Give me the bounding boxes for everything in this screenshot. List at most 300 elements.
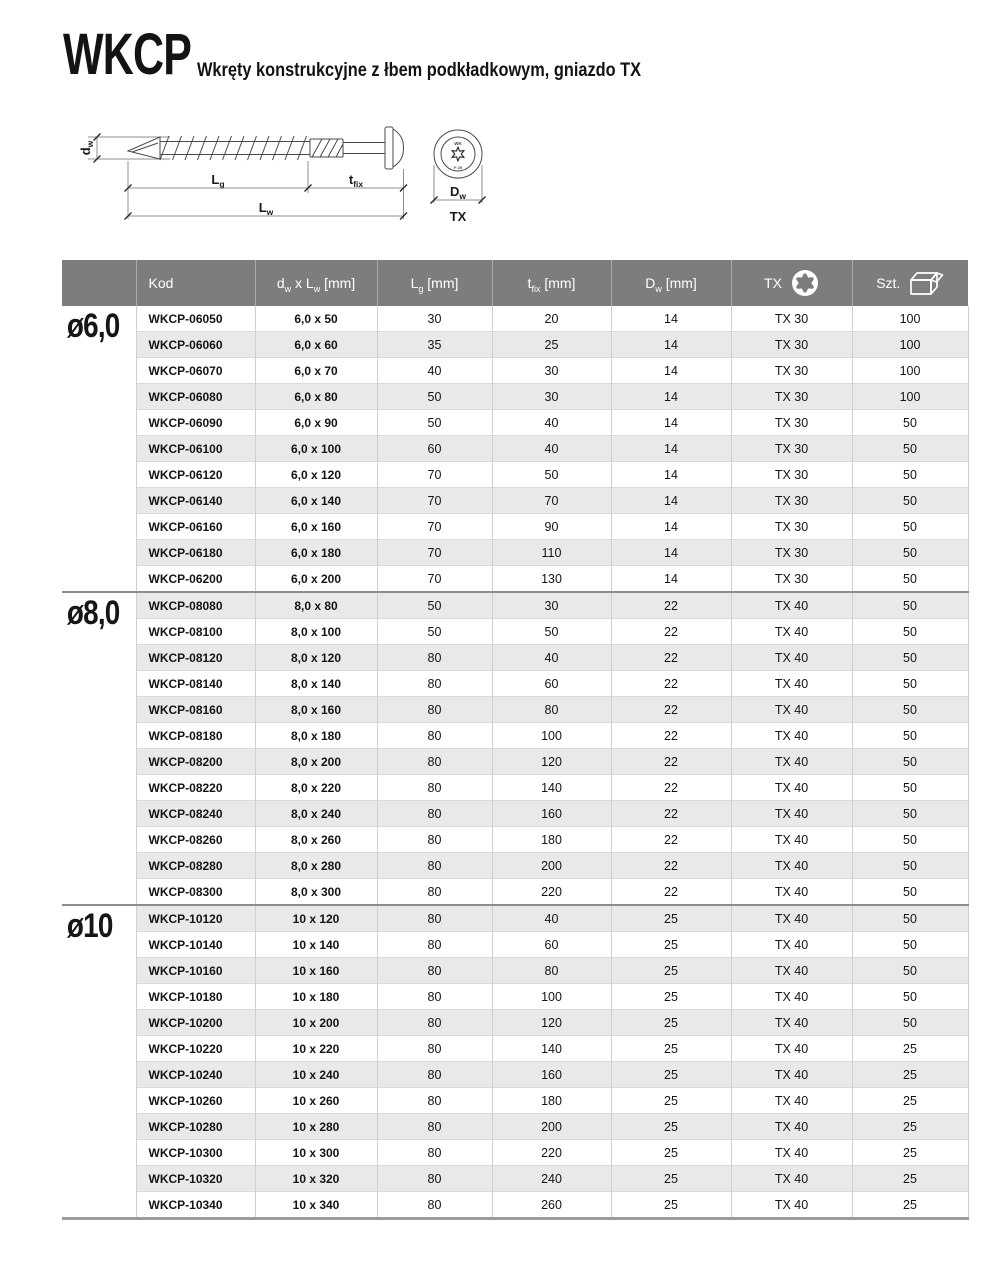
dw-cell: 14	[611, 566, 731, 593]
svg-text:F 25: F 25	[453, 165, 463, 170]
lg-cell: 80	[377, 1062, 492, 1088]
tfix-cell: 100	[492, 984, 611, 1010]
code-cell: WKCP-10320	[136, 1166, 255, 1192]
dw-cell: 25	[611, 932, 731, 958]
code-cell: WKCP-10280	[136, 1114, 255, 1140]
dw-cell: 14	[611, 332, 731, 358]
dim-cell: 6,0 x 60	[255, 332, 377, 358]
dim-cell: 10 x 340	[255, 1192, 377, 1219]
lg-cell: 80	[377, 1114, 492, 1140]
screw-technical-drawing	[60, 103, 520, 238]
tx-cell: TX 40	[731, 671, 852, 697]
tx-cell: TX 40	[731, 958, 852, 984]
qty-cell: 50	[852, 592, 968, 619]
qty-cell: 50	[852, 514, 968, 540]
dim-cell: 6,0 x 80	[255, 384, 377, 410]
dim-cell: 6,0 x 70	[255, 358, 377, 384]
qty-cell: 100	[852, 306, 968, 332]
dim-cell: 10 x 300	[255, 1140, 377, 1166]
table-row	[62, 645, 968, 671]
dw-cell: 14	[611, 358, 731, 384]
table-row	[62, 1088, 968, 1114]
dw-cell: 14	[611, 410, 731, 436]
svg-text:Lw: $L_w$	[258, 200, 274, 217]
code-cell: WKCP-06060	[136, 332, 255, 358]
tx-cell: TX 40	[731, 827, 852, 853]
dw-cell: 22	[611, 671, 731, 697]
tx-cell: TX 40	[731, 905, 852, 932]
table-row	[62, 827, 968, 853]
table-row	[62, 332, 968, 358]
code-cell: WKCP-10260	[136, 1088, 255, 1114]
table-row	[62, 619, 968, 645]
qty-cell: 50	[852, 932, 968, 958]
qty-cell: 50	[852, 827, 968, 853]
lg-cell: 80	[377, 958, 492, 984]
tx-cell: TX 40	[731, 1010, 852, 1036]
table-row	[62, 566, 968, 593]
code-cell: WKCP-08160	[136, 697, 255, 723]
qty-cell: 50	[852, 410, 968, 436]
group-label: ø6,0	[62, 306, 136, 592]
qty-cell: 50	[852, 645, 968, 671]
table-row	[62, 540, 968, 566]
dim-cell: 10 x 280	[255, 1114, 377, 1140]
lg-cell: 80	[377, 723, 492, 749]
torx-icon	[791, 269, 819, 297]
dw-cell: 25	[611, 984, 731, 1010]
qty-cell: 50	[852, 671, 968, 697]
code-cell: WKCP-06070	[136, 358, 255, 384]
code-cell: WKCP-08220	[136, 775, 255, 801]
lg-cell: 80	[377, 853, 492, 879]
col-header-tfix: $t_{fix}$ [mm]	[492, 260, 611, 306]
dw-cell: 25	[611, 1010, 731, 1036]
tx-cell: TX 30	[731, 514, 852, 540]
table-row	[62, 1010, 968, 1036]
lg-cell: 30	[377, 306, 492, 332]
col-header-tx: TX	[731, 260, 852, 306]
tx-cell: TX 30	[731, 540, 852, 566]
lg-cell: 50	[377, 384, 492, 410]
dw-cell: 14	[611, 462, 731, 488]
lg-cell: 80	[377, 1036, 492, 1062]
table-row	[62, 697, 968, 723]
tfix-cell: 200	[492, 1114, 611, 1140]
tx-cell: TX 40	[731, 1088, 852, 1114]
qty-cell: 50	[852, 619, 968, 645]
dim-cell: 6,0 x 50	[255, 306, 377, 332]
tx-cell: TX 30	[731, 384, 852, 410]
qty-cell: 25	[852, 1192, 968, 1219]
qty-cell: 25	[852, 1140, 968, 1166]
qty-cell: 25	[852, 1088, 968, 1114]
table-row	[62, 932, 968, 958]
tfix-cell: 40	[492, 410, 611, 436]
lg-cell: 80	[377, 984, 492, 1010]
code-cell: WKCP-06080	[136, 384, 255, 410]
dim-cell: 6,0 x 140	[255, 488, 377, 514]
lg-cell: 80	[377, 1192, 492, 1219]
lg-cell: 80	[377, 749, 492, 775]
dw-cell: 14	[611, 488, 731, 514]
lg-cell: 50	[377, 619, 492, 645]
dim-cell: 8,0 x 100	[255, 619, 377, 645]
dw-cell: 25	[611, 1062, 731, 1088]
col-header-dw-lw: $d_w$ x $L_w$ [mm]	[255, 260, 377, 306]
tx-cell: TX 40	[731, 697, 852, 723]
qty-cell: 50	[852, 879, 968, 906]
group-label: ø10	[62, 905, 136, 1219]
table-row	[62, 671, 968, 697]
code-cell: WKCP-10340	[136, 1192, 255, 1219]
tfix-cell: 120	[492, 749, 611, 775]
table-row	[62, 723, 968, 749]
table-row	[62, 358, 968, 384]
tfix-cell: 180	[492, 827, 611, 853]
tfix-cell: 20	[492, 306, 611, 332]
qty-cell: 50	[852, 566, 968, 593]
dim-cell: 10 x 120	[255, 905, 377, 932]
tfix-cell: 30	[492, 384, 611, 410]
dw-cell: 14	[611, 306, 731, 332]
lg-cell: 80	[377, 932, 492, 958]
dw-cell: 22	[611, 879, 731, 906]
length-dimensions	[125, 161, 408, 220]
table-row	[62, 905, 968, 932]
page-title: WKCP	[63, 22, 192, 87]
code-cell: WKCP-08200	[136, 749, 255, 775]
qty-cell: 50	[852, 488, 968, 514]
dw-cell: 22	[611, 827, 731, 853]
lg-cell: 80	[377, 879, 492, 906]
tfix-cell: 260	[492, 1192, 611, 1219]
lg-cell: 70	[377, 540, 492, 566]
code-cell: WKCP-08140	[136, 671, 255, 697]
col-header-lg: $L_g$ [mm]	[377, 260, 492, 306]
tfix-cell: 240	[492, 1166, 611, 1192]
tfix-cell: 80	[492, 697, 611, 723]
code-cell: WKCP-10240	[136, 1062, 255, 1088]
dw-cell: 14	[611, 540, 731, 566]
qty-cell: 25	[852, 1036, 968, 1062]
code-cell: WKCP-06120	[136, 462, 255, 488]
tfix-cell: 180	[492, 1088, 611, 1114]
col-header-group	[62, 260, 136, 306]
tx-cell: TX 30	[731, 566, 852, 593]
dim-cell: 10 x 220	[255, 1036, 377, 1062]
page-subtitle: Wkręty konstrukcyjne z łbem podkładkowym, gniazdo TX	[197, 60, 642, 81]
table-row	[62, 801, 968, 827]
dim-cell: 6,0 x 120	[255, 462, 377, 488]
code-cell: WKCP-06180	[136, 540, 255, 566]
code-cell: WKCP-08300	[136, 879, 255, 906]
table-row	[62, 775, 968, 801]
table-row	[62, 853, 968, 879]
screw-side-view	[128, 127, 404, 169]
tx-cell: TX 40	[731, 853, 852, 879]
dw-cell: 25	[611, 1192, 731, 1219]
table-row	[62, 592, 968, 619]
dw-cell: 25	[611, 905, 731, 932]
table-header-row	[62, 260, 968, 306]
table-row	[62, 436, 968, 462]
table-row	[62, 879, 968, 906]
lg-cell: 70	[377, 488, 492, 514]
table-row	[62, 384, 968, 410]
tfix-cell: 40	[492, 436, 611, 462]
svg-text:tfix: $t_{fix}$	[348, 172, 364, 189]
tfix-cell: 60	[492, 671, 611, 697]
tx-cell: TX 40	[731, 1036, 852, 1062]
qty-cell: 50	[852, 853, 968, 879]
screw-head-view	[431, 130, 486, 224]
lg-cell: 70	[377, 514, 492, 540]
lg-cell: 35	[377, 332, 492, 358]
tx-cell: TX 40	[731, 592, 852, 619]
lg-cell: 70	[377, 566, 492, 593]
tfix-cell: 100	[492, 723, 611, 749]
lg-cell: 40	[377, 358, 492, 384]
tfix-cell: 90	[492, 514, 611, 540]
qty-cell: 50	[852, 905, 968, 932]
code-cell: WKCP-06100	[136, 436, 255, 462]
tx-cell: TX 40	[731, 801, 852, 827]
dw-cell: 22	[611, 592, 731, 619]
table-row	[62, 1166, 968, 1192]
dw-cell: 22	[611, 775, 731, 801]
tfix-cell: 70	[492, 488, 611, 514]
tfix-cell: 40	[492, 905, 611, 932]
dim-cell: 8,0 x 80	[255, 592, 377, 619]
tx-cell: TX 30	[731, 306, 852, 332]
tx-cell: TX 40	[731, 619, 852, 645]
qty-cell: 50	[852, 723, 968, 749]
lg-cell: 80	[377, 801, 492, 827]
dw-cell: 22	[611, 619, 731, 645]
dim-cell: 8,0 x 160	[255, 697, 377, 723]
code-cell: WKCP-10220	[136, 1036, 255, 1062]
tx-cell: TX 30	[731, 436, 852, 462]
table-row	[62, 1140, 968, 1166]
tfix-cell: 30	[492, 358, 611, 384]
dim-cell: 8,0 x 140	[255, 671, 377, 697]
lg-cell: 50	[377, 592, 492, 619]
dim-cell: 6,0 x 100	[255, 436, 377, 462]
qty-cell: 100	[852, 358, 968, 384]
product-table	[62, 260, 969, 1220]
table-row	[62, 1062, 968, 1088]
qty-cell: 50	[852, 984, 968, 1010]
dim-cell: 8,0 x 180	[255, 723, 377, 749]
code-cell: WKCP-08260	[136, 827, 255, 853]
tfix-cell: 160	[492, 801, 611, 827]
qty-cell: 50	[852, 1010, 968, 1036]
tfix-cell: 30	[492, 592, 611, 619]
dim-cell: 8,0 x 120	[255, 645, 377, 671]
dw-cell: 25	[611, 1036, 731, 1062]
svg-text:WK: WK	[454, 141, 462, 146]
tx-cell: TX 40	[731, 879, 852, 906]
tx-cell: TX 40	[731, 645, 852, 671]
dw-cell: 22	[611, 749, 731, 775]
svg-text:TX: TX	[449, 209, 467, 224]
table-row	[62, 1114, 968, 1140]
tfix-cell: 220	[492, 1140, 611, 1166]
tx-cell: TX 30	[731, 332, 852, 358]
lg-cell: 80	[377, 1010, 492, 1036]
lg-cell: 80	[377, 697, 492, 723]
qty-cell: 50	[852, 436, 968, 462]
code-cell: WKCP-10200	[136, 1010, 255, 1036]
tx-cell: TX 40	[731, 932, 852, 958]
dim-cell: 8,0 x 240	[255, 801, 377, 827]
tx-cell: TX 30	[731, 358, 852, 384]
qty-cell: 50	[852, 801, 968, 827]
lg-cell: 80	[377, 1088, 492, 1114]
dim-cell: 8,0 x 200	[255, 749, 377, 775]
dim-cell: 8,0 x 220	[255, 775, 377, 801]
qty-cell: 25	[852, 1114, 968, 1140]
dw-cell: 25	[611, 1114, 731, 1140]
lg-cell: 60	[377, 436, 492, 462]
dim-cell: 10 x 320	[255, 1166, 377, 1192]
dim-cell: 8,0 x 300	[255, 879, 377, 906]
code-cell: WKCP-08240	[136, 801, 255, 827]
tfix-cell: 220	[492, 879, 611, 906]
qty-cell: 50	[852, 462, 968, 488]
tfix-cell: 130	[492, 566, 611, 593]
tx-cell: TX 40	[731, 984, 852, 1010]
code-cell: WKCP-10180	[136, 984, 255, 1010]
lg-cell: 80	[377, 775, 492, 801]
dim-cell: 6,0 x 90	[255, 410, 377, 436]
tx-cell: TX 30	[731, 462, 852, 488]
table-row	[62, 1036, 968, 1062]
tfix-cell: 40	[492, 645, 611, 671]
tfix-cell: 140	[492, 1036, 611, 1062]
code-cell: WKCP-08100	[136, 619, 255, 645]
torx-socket-icon	[452, 147, 464, 161]
tfix-cell: 200	[492, 853, 611, 879]
col-header-dw: $D_w$ [mm]	[611, 260, 731, 306]
code-cell: WKCP-06050	[136, 306, 255, 332]
code-cell: WKCP-08080	[136, 592, 255, 619]
qty-cell: 50	[852, 697, 968, 723]
lg-cell: 80	[377, 827, 492, 853]
qty-cell: 50	[852, 749, 968, 775]
table-row	[62, 462, 968, 488]
dim-cell: 10 x 180	[255, 984, 377, 1010]
tx-cell: TX 30	[731, 488, 852, 514]
table-row	[62, 306, 968, 332]
code-cell: WKCP-08180	[136, 723, 255, 749]
qty-cell: 50	[852, 958, 968, 984]
tfix-cell: 50	[492, 619, 611, 645]
dw-cell: 25	[611, 1140, 731, 1166]
dw-cell: 14	[611, 384, 731, 410]
lg-cell: 70	[377, 462, 492, 488]
code-cell: WKCP-06200	[136, 566, 255, 593]
lg-cell: 80	[377, 905, 492, 932]
table-row	[62, 984, 968, 1010]
lg-cell: 80	[377, 671, 492, 697]
tfix-cell: 110	[492, 540, 611, 566]
table-body	[62, 306, 968, 1219]
tx-cell: TX 40	[731, 1062, 852, 1088]
dw-cell: 25	[611, 1088, 731, 1114]
code-cell: WKCP-10140	[136, 932, 255, 958]
tx-cell: TX 40	[731, 775, 852, 801]
svg-text:Dw: $D_w$	[449, 184, 467, 201]
lg-cell: 80	[377, 1166, 492, 1192]
tx-cell: TX 40	[731, 723, 852, 749]
tfix-cell: 140	[492, 775, 611, 801]
dim-cell: 10 x 240	[255, 1062, 377, 1088]
tx-cell: TX 40	[731, 749, 852, 775]
group-label: ø8,0	[62, 592, 136, 905]
code-cell: WKCP-06090	[136, 410, 255, 436]
code-cell: WKCP-10120	[136, 905, 255, 932]
code-cell: WKCP-06140	[136, 488, 255, 514]
table-row	[62, 958, 968, 984]
table-row	[62, 488, 968, 514]
qty-cell: 50	[852, 775, 968, 801]
tx-cell: TX 40	[731, 1114, 852, 1140]
dim-cell: 10 x 160	[255, 958, 377, 984]
tx-cell: TX 40	[731, 1140, 852, 1166]
dim-cell: 6,0 x 200	[255, 566, 377, 593]
dw-cell: 22	[611, 697, 731, 723]
code-cell: WKCP-10300	[136, 1140, 255, 1166]
code-cell: WKCP-08120	[136, 645, 255, 671]
dw-cell: 25	[611, 1166, 731, 1192]
tfix-cell: 80	[492, 958, 611, 984]
dw-cell: 14	[611, 514, 731, 540]
table-row	[62, 410, 968, 436]
dim-cell: 10 x 200	[255, 1010, 377, 1036]
tx-cell: TX 40	[731, 1166, 852, 1192]
dw-cell: 14	[611, 436, 731, 462]
svg-text:dw: $d_w$	[78, 140, 95, 156]
dw-cell: 22	[611, 801, 731, 827]
dw-cell: 22	[611, 853, 731, 879]
tfix-cell: 160	[492, 1062, 611, 1088]
dim-cell: 10 x 140	[255, 932, 377, 958]
lg-cell: 50	[377, 410, 492, 436]
tfix-cell: 120	[492, 1010, 611, 1036]
dw-cell: 22	[611, 723, 731, 749]
qty-cell: 25	[852, 1166, 968, 1192]
qty-cell: 50	[852, 540, 968, 566]
qty-cell: 25	[852, 1062, 968, 1088]
tx-cell: TX 40	[731, 1192, 852, 1219]
tfix-cell: 60	[492, 932, 611, 958]
tx-cell: TX 30	[731, 410, 852, 436]
lg-cell: 80	[377, 645, 492, 671]
dim-cell: 6,0 x 160	[255, 514, 377, 540]
qty-cell: 100	[852, 384, 968, 410]
code-cell: WKCP-06160	[136, 514, 255, 540]
code-cell: WKCP-10160	[136, 958, 255, 984]
qty-cell: 100	[852, 332, 968, 358]
lg-cell: 80	[377, 1140, 492, 1166]
dim-cell: 8,0 x 260	[255, 827, 377, 853]
dw-cell: 22	[611, 645, 731, 671]
table-row	[62, 1192, 968, 1219]
col-header-kod: Kod	[136, 260, 255, 306]
col-header-szt: Szt.	[852, 260, 968, 306]
